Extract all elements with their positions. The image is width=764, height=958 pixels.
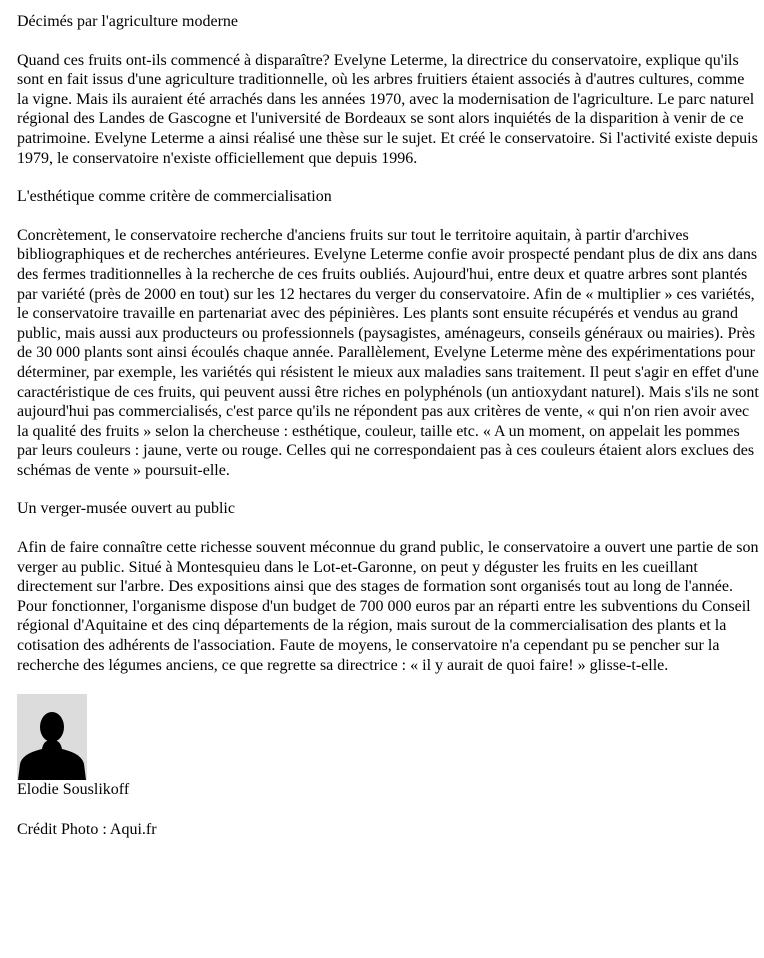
person-silhouette-icon (17, 694, 87, 780)
section-paragraph-decimes: Quand ces fruits ont-ils commencé à disparaître? Evelyne Leterme, la directrice du conservatoire, explique qu'ils sont en fait issus d'une agriculture traditionnelle, où les arbres fruitiers étaient associés à d'autres cultures, comme la vigne. Mais ils auraient été arrachés dans les années 1970, avec la modernisation de l'agriculture. Le parc naturel régional des Landes de Gascogne et l'université de Bordeaux se sont alors inquiétés de la disparition à venir de ce patrimoine. Evelyne Leterme a ainsi réalisé une thèse sur le sujet. Et créé le conservatoire. Si l'activité existe depuis 1979, le conservatoire n'existe officiellement que depuis 1996. (17, 51, 758, 167)
section-paragraph-esthetique: Concrètement, le conservatoire recherche d'anciens fruits sur tout le territoire aquitain, à partir d'archives bibliographiques et de recherches antérieures. Evelyne Leterme confie avoir prospecté pendant plus de dix ans dans des fermes traditionnelles à la recherche de ces fruits oubliés. Aujourd'hui, entre deux et quatre arbres sont plantés par variété (près de 2000 en tout) sur les 12 hectares du verger du conservatoire. Afin de « multiplier » ces variétés, le conservatoire travaille en partenariat avec des pépinières. Les plants sont ensuite récupérés et vendus au grand public, mais aussi aux producteurs ou professionnels (paysagistes, aménageurs, conseils généraux ou mairies). Près de 30 000 plants sont ainsi écoulés chaque année. Parallèlement, Evelyne Leterme mène des expérimentations pour déterminer, par exemple, les variétés qui résistent le mieux aux maladies sans traitement. Il peut s'agir en effet d'une caractéristique de ces fruits, qui peuvent aussi être riches en polyphénols (un antioxydant naturel). Mais s'ils ne sont aujourd'hui pas commercialisés, c'est parce qu'ils ne répondent pas aux critères de vente, « qui n'on rien avoir avec la qualité des fruits » selon la chercheuse : esthétique, couleur, taille etc. « A un moment, on appelait les pommes par leurs couleurs : jaune, verte ou rouge. Celles qui ne correspondaient pas à ces couleurs étaient alors exclues des schémas de vente » poursuit-elle. (17, 226, 759, 479)
section-heading-esthetique: L'esthétique comme critère de commercialisation (17, 188, 332, 206)
section-heading-verger: Un verger-musée ouvert au public (17, 500, 235, 518)
photo-credit: Crédit Photo : Aqui.fr (17, 820, 157, 838)
author-block (17, 694, 759, 800)
section-heading-decimes: Décimés par l'agriculture moderne (17, 13, 239, 30)
author-name: Elodie Souslikoff (17, 781, 130, 799)
avatar (17, 694, 87, 780)
section-paragraph-verger: Afin de faire connaître cette richesse souvent méconnue du grand public, le conservatoire a ouvert une partie de son verger au public. Situé à Montesquieu dans le Lot-et-Garonne, on peut y déguster les fruits en les cueillant directement sur l'arbre. Des expositions ainsi que des stages de formation sont organisés tout au long de l'année. Pour fonctionner, l'organisme dispose d'un budget de 700 000 euros par an réparti entre les subventions du Conseil régional d'Aquitaine et des cinq départements de la région, mais surout de la commercialisation des plants et la cotisation des adhérents de l'association. Faute de moyens, le conservatoire n'a cependant pu se pencher sur la recherche des légumes anciens, ce que regrette sa directrice : « il y aurait de quoi faire! » glisse-t-elle. (17, 539, 759, 674)
